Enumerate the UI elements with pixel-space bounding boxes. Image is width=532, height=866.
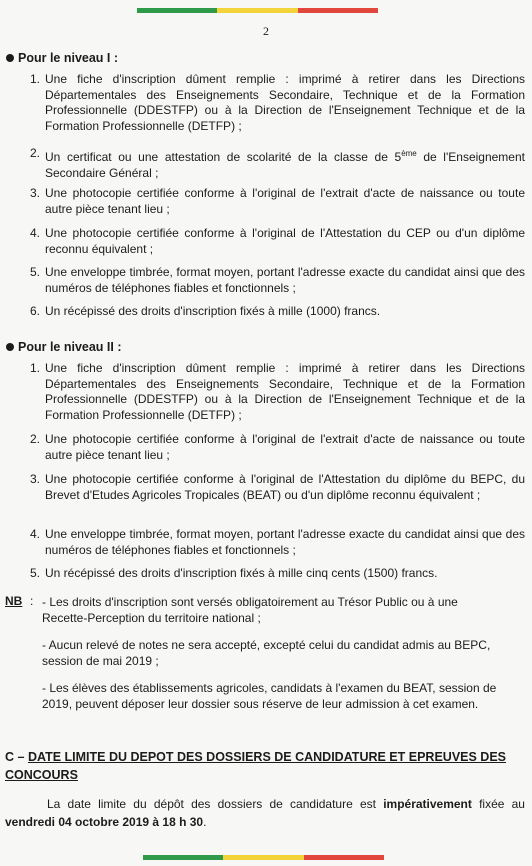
flag-stripe-bottom bbox=[143, 855, 384, 860]
nb-label: NB bbox=[5, 594, 23, 608]
bullet-icon bbox=[6, 54, 14, 62]
nb-note: - Aucun relevé de notes ne sera accepté, excepté celui du candidat admis au BEPC, session de mai 2019 ; bbox=[42, 638, 491, 668]
page-number: 2 bbox=[263, 24, 269, 38]
section-c-heading: C – DATE LIMITE DU DEPOT DES DOSSIERS DE CANDIDATURE ET EPREUVES DES CONCOURS bbox=[5, 750, 507, 782]
nb-note: - Les élèves des établissements agricoles, candidats à l'examen du BEAT, session de 2019, peuvent déposer leur dossier sous réserve de leur admission à cet examen. bbox=[42, 681, 497, 711]
flag-stripe-top bbox=[137, 8, 378, 13]
deadline-paragraph: La date limite du dépôt des dossiers de candidature est impérativement fixée au vendredi 04 octobre 2019 à 18 h 30. bbox=[5, 797, 525, 829]
level-1-heading: Pour le niveau I : bbox=[6, 51, 118, 65]
nb-colon: : bbox=[30, 594, 34, 608]
nb-note: - Les droits d'inscription sont versés obligatoirement au Trésor Public ou à une Recette-Perception du territoire national ; bbox=[42, 595, 458, 625]
bullet-icon bbox=[6, 343, 14, 351]
level-2-heading: Pour le niveau II : bbox=[6, 340, 122, 354]
